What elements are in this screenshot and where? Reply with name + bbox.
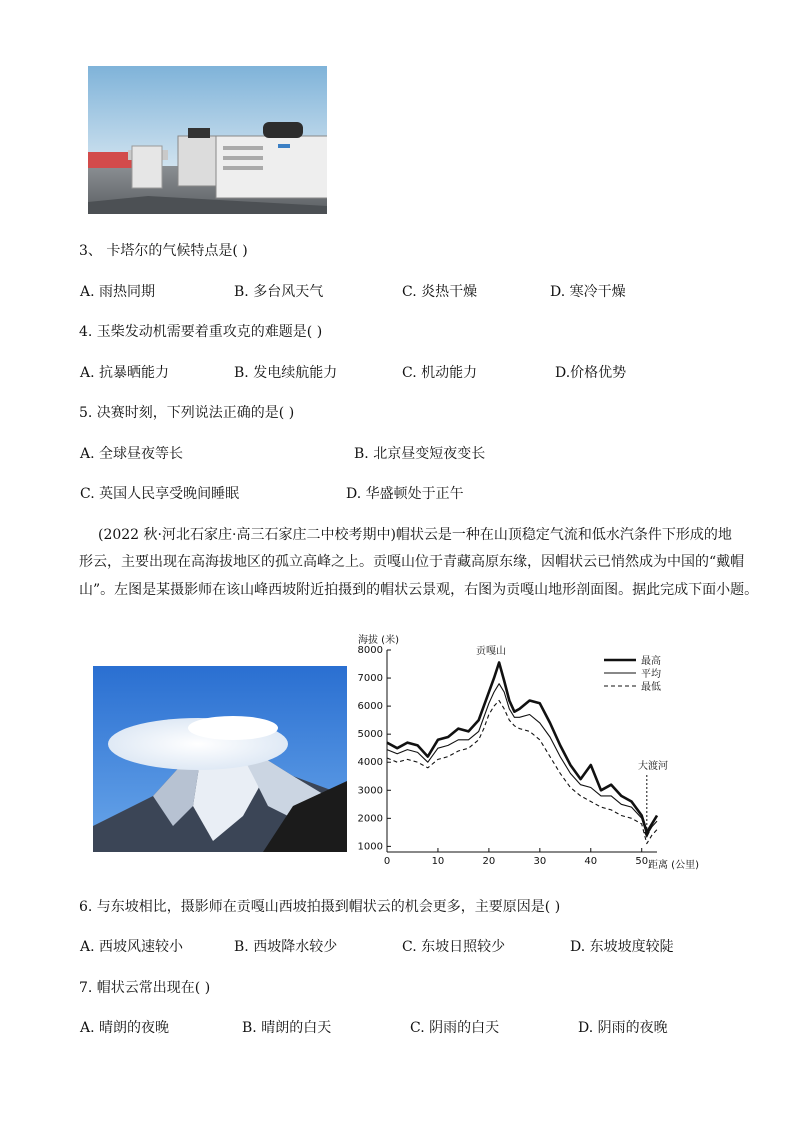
passage-line-1: (2022 秋·河北石家庄·高三石家庄二中校考期中)帽状云是一种在山顶稳定气流和低水汽条件下形成的地 <box>98 527 732 543</box>
question-5-stem: 5. 决赛时刻，下列说法正确的是( ) <box>79 405 295 421</box>
y-tick-label: 1000 <box>357 841 383 853</box>
terrain-profile-svg <box>352 630 712 875</box>
river-annotation: 大渡河 <box>638 761 668 772</box>
q4-option-b[interactable]: B. 发电续航能力 <box>234 365 338 381</box>
q7-option-b[interactable]: B. 晴朗的白天 <box>242 1020 332 1036</box>
q3-option-a[interactable]: A. 雨热同期 <box>80 284 156 300</box>
q3-option-b[interactable]: B. 多台风天气 <box>234 284 324 300</box>
x-axis-label: 距离 (公里) <box>648 860 699 871</box>
y-tick-label: 4000 <box>357 757 383 769</box>
generator-photo-art <box>88 66 327 214</box>
q7-option-d[interactable]: D. 阴雨的夜晚 <box>578 1020 668 1036</box>
x-tick-label: 10 <box>431 856 445 867</box>
q4-option-d[interactable]: D.价格优势 <box>555 365 627 381</box>
q7-option-a[interactable]: A. 晴朗的夜晚 <box>80 1020 170 1036</box>
q3-option-c[interactable]: C. 炎热干燥 <box>402 284 478 300</box>
q5-option-a[interactable]: A. 全球昼夜等长 <box>80 446 184 462</box>
x-tick-label: 30 <box>533 856 547 867</box>
x-tick-label: 0 <box>383 856 391 867</box>
peak-annotation: 贡嘎山 <box>476 646 506 657</box>
q3-option-d[interactable]: D. 寒冷干燥 <box>550 284 626 300</box>
question-3-stem: 3、 卡塔尔的气候特点是( ) <box>79 243 248 259</box>
y-tick-label: 2000 <box>357 813 383 825</box>
x-tick-label: 50 <box>635 856 649 867</box>
y-tick-label: 8000 <box>357 645 383 656</box>
q6-option-c[interactable]: C. 东坡日照较少 <box>402 939 506 955</box>
cap-cloud-photo <box>93 666 347 852</box>
q5-option-b[interactable]: B. 北京昼变短夜变长 <box>354 446 486 462</box>
question-6-stem: 6. 与东坡相比，摄影师在贡嘎山西坡拍摄到帽状云的机会更多，主要原因是( ) <box>79 899 561 915</box>
series-line-3 <box>387 701 657 844</box>
series-line-1 <box>387 663 657 833</box>
question-7-stem: 7. 帽状云常出现在( ) <box>79 980 211 996</box>
passage-line-2: 形云，主要出现在高海拔地区的孤立高峰之上。贡嘎山位于青藏高原东缘，因帽状云已悄然成为中国的“戴帽 <box>79 554 745 570</box>
q6-option-b[interactable]: B. 西坡降水较少 <box>234 939 338 955</box>
y-axis-label: 海拔 (米) <box>358 635 399 646</box>
passage-line-3: 山”。左图是某摄影师在该山峰西坡附近拍摄到的帽状云景观，右图为贡嘎山地形剖面图。据此完成下面小题。 <box>79 582 759 598</box>
y-tick-label: 3000 <box>357 785 383 797</box>
cap-cloud-photo-art <box>93 666 347 852</box>
q4-option-c[interactable]: C. 机动能力 <box>402 365 478 381</box>
y-tick-label: 6000 <box>357 701 383 713</box>
q4-option-a[interactable]: A. 抗暴晒能力 <box>80 365 170 381</box>
q7-option-c[interactable]: C. 阴雨的白天 <box>410 1020 500 1036</box>
q6-option-a[interactable]: A. 西坡风速较小 <box>80 939 184 955</box>
q6-option-d[interactable]: D. 东坡坡度较陡 <box>570 939 674 955</box>
legend-label: 最高 <box>641 656 661 667</box>
x-tick-label: 40 <box>584 856 598 867</box>
y-tick-label: 5000 <box>357 729 383 741</box>
q5-option-d[interactable]: D. 华盛顿处于正午 <box>346 486 464 502</box>
question-4-stem: 4. 玉柴发动机需要着重攻克的难题是( ) <box>79 324 323 340</box>
q5-option-c[interactable]: C. 英国人民享受晚间睡眠 <box>80 486 240 502</box>
legend-label: 最低 <box>641 682 661 693</box>
x-tick-label: 20 <box>482 856 496 867</box>
legend-label: 平均 <box>641 669 661 680</box>
generator-photo <box>88 66 327 214</box>
terrain-profile-chart <box>352 630 712 875</box>
y-tick-label: 7000 <box>357 673 383 685</box>
